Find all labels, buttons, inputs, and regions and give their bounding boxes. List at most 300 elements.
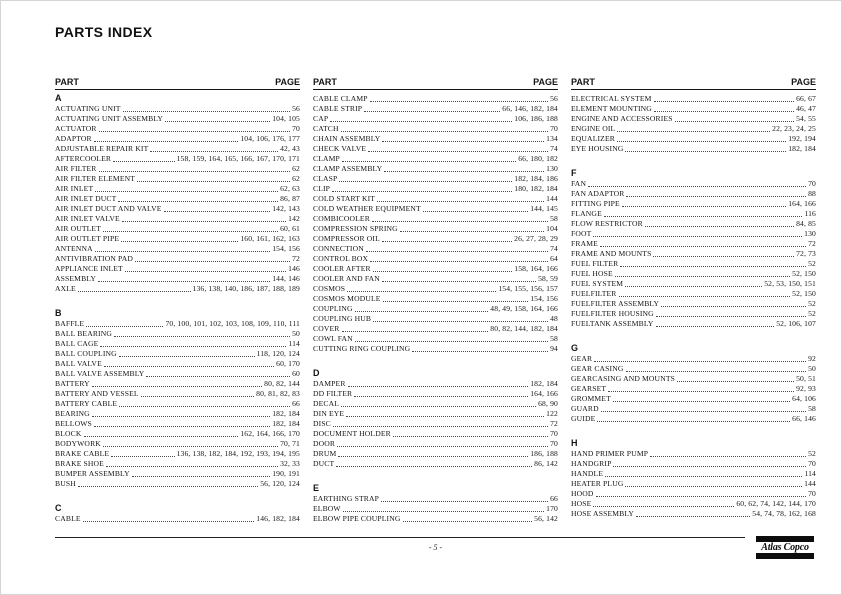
dot-leader [99, 171, 291, 172]
index-entry [55, 368, 300, 378]
index-entry [55, 243, 300, 253]
index-entry [313, 448, 558, 458]
part-name: ENGINE AND ACCESSORIES [571, 113, 673, 123]
part-name: GEARCASING AND MOUNTS [571, 373, 675, 383]
index-entry [55, 408, 300, 418]
dot-leader [650, 456, 806, 457]
dot-leader [412, 351, 548, 352]
part-name: COLD START KIT [313, 193, 376, 203]
index-entry [313, 263, 558, 273]
index-entry [571, 458, 816, 468]
letter-block [571, 343, 816, 423]
part-name: BLOCK [55, 428, 82, 438]
page-numbers: 72 [550, 418, 558, 428]
page-numbers: 74 [550, 143, 558, 153]
page-numbers: 114 [288, 338, 300, 348]
part-name: GEARSET [571, 383, 607, 393]
page-numbers: 130 [546, 163, 558, 173]
dot-leader [348, 386, 529, 387]
part-name: BATTERY CABLE [55, 398, 118, 408]
page-numbers: 48, 49, 158, 164, 166 [490, 303, 558, 313]
page-numbers: 92, 93 [796, 383, 816, 393]
page-numbers: 136, 138, 182, 184, 192, 193, 194, 195 [176, 448, 300, 458]
index-entry [313, 113, 558, 123]
dot-leader [617, 141, 786, 142]
part-name: AIR FILTER ELEMENT [55, 173, 136, 183]
page-numbers: 190, 191 [272, 468, 300, 478]
part-name: HOOD [571, 488, 594, 498]
letter-block [313, 368, 558, 468]
page-numbers: 118, 120, 124 [256, 348, 300, 358]
index-entry [313, 203, 558, 213]
dot-leader [613, 466, 806, 467]
page-numbers: 70, 71 [280, 438, 300, 448]
part-name: CAP [313, 113, 329, 123]
part-name: AIR OUTLET PIPE [55, 233, 120, 243]
page-numbers: 170 [546, 503, 558, 513]
section-letter: E [313, 483, 320, 493]
part-name: ASSEMBLY [55, 273, 96, 283]
part-name: CABLE [55, 513, 81, 523]
index-entry [55, 438, 300, 448]
index-entry [571, 198, 816, 208]
page-numbers: 56 [292, 103, 300, 113]
dot-leader [677, 381, 794, 382]
index-entry [313, 173, 558, 183]
dot-leader [135, 261, 290, 262]
dot-leader [656, 316, 806, 317]
page-numbers: 52, 150 [792, 288, 816, 298]
dot-leader [377, 201, 544, 202]
page-numbers: 114 [804, 468, 816, 478]
part-name: DOOR [313, 438, 336, 448]
page-numbers: 192, 194 [788, 133, 816, 143]
dot-leader [83, 521, 255, 522]
dot-leader [98, 281, 270, 282]
page-numbers: 182, 184, 186 [514, 173, 558, 183]
part-name: EYE HOUSING [571, 143, 624, 153]
part-name: HANDLE [571, 468, 604, 478]
index-entry [571, 238, 816, 248]
page-numbers: 66, 146, 182, 184 [502, 103, 558, 113]
dot-leader [400, 231, 544, 232]
index-entry [55, 328, 300, 338]
part-name: BATTERY [55, 378, 90, 388]
index-entry [55, 133, 300, 143]
page-numbers: 88 [808, 188, 816, 198]
page-numbers: 22, 23, 24, 25 [772, 123, 816, 133]
dot-leader [654, 101, 795, 102]
part-name: COUPLING [313, 303, 353, 313]
page-numbers: 70 [808, 178, 816, 188]
part-name: CLAMP [313, 153, 340, 163]
index-entry [571, 448, 816, 458]
page-numbers: 186, 188 [530, 448, 558, 458]
index-entry [571, 298, 816, 308]
part-name: FUELFILTER HOUSING [571, 308, 654, 318]
index-entry [571, 353, 816, 363]
index-entry [313, 163, 558, 173]
page-numbers: 182, 184 [788, 143, 816, 153]
letter-block [313, 93, 558, 353]
dot-leader [95, 191, 278, 192]
index-column [55, 78, 300, 523]
page-numbers: 52 [808, 258, 816, 268]
page-numbers: 64 [550, 253, 558, 263]
dot-leader [84, 436, 239, 437]
letter-block [55, 93, 300, 293]
page-numbers: 52 [808, 448, 816, 458]
index-entry [571, 228, 816, 238]
page-numbers: 66, 67 [796, 93, 816, 103]
dot-leader [146, 376, 290, 377]
part-name: ANTENNA [55, 243, 93, 253]
dot-leader [373, 321, 548, 322]
dot-leader [382, 281, 536, 282]
part-name: DRUM [313, 448, 337, 458]
index-entry [313, 213, 558, 223]
dot-leader [675, 121, 795, 122]
page-numbers: 48 [550, 313, 558, 323]
index-entry [313, 283, 558, 293]
index-entry [313, 333, 558, 343]
part-name: ELEMENT MOUNTING [571, 103, 652, 113]
index-entry [313, 193, 558, 203]
part-name: AIR INLET [55, 183, 94, 193]
section-letter: A [55, 93, 62, 103]
dot-leader [123, 111, 291, 112]
index-entry [313, 428, 558, 438]
index-entry [55, 113, 300, 123]
index-entry [313, 103, 558, 113]
dot-leader [615, 276, 790, 277]
part-name: BEARING [55, 408, 90, 418]
index-entry [571, 478, 816, 488]
dot-leader [601, 411, 806, 412]
dot-leader [339, 181, 512, 182]
index-entry [55, 103, 300, 113]
page-numbers: 66, 180, 182 [518, 153, 558, 163]
page-numbers: 72 [808, 238, 816, 248]
page-numbers: 104 [546, 223, 558, 233]
page-numbers: 130 [804, 228, 816, 238]
part-column-header: PART [313, 77, 337, 87]
part-name: CLAMP ASSEMBLY [313, 163, 383, 173]
part-name: FUEL FILTER [571, 258, 619, 268]
part-name: FUELFILTER ASSEMBLY [571, 298, 660, 308]
dot-leader [393, 436, 548, 437]
part-name: COSMOS [313, 283, 346, 293]
dot-leader [113, 161, 175, 162]
page-numbers: 144 [804, 478, 816, 488]
index-entry [55, 283, 300, 293]
page-numbers: 42, 43 [280, 143, 300, 153]
page-numbers: 142, 143 [272, 203, 300, 213]
page-numbers: 136, 138, 140, 186, 187, 188, 189 [192, 283, 300, 293]
part-name: FAN ADAPTOR [571, 188, 625, 198]
part-name: COLD WEATHER EQUIPMENT [313, 203, 421, 213]
part-name: HEATER PLUG [571, 478, 624, 488]
dot-leader [597, 421, 790, 422]
dot-leader [78, 291, 191, 292]
part-name: FOOT [571, 228, 592, 238]
index-entry [55, 318, 300, 328]
part-name: BATTERY AND VESSEL [55, 388, 139, 398]
page-numbers: 26, 27, 28, 29 [514, 233, 558, 243]
part-name: GUIDE [571, 413, 596, 423]
page-numbers: 60, 170 [276, 358, 300, 368]
dot-leader [370, 261, 548, 262]
page-numbers: 52, 53, 150, 151 [764, 278, 816, 288]
dot-leader [619, 296, 791, 297]
index-entry [313, 153, 558, 163]
part-name: ACTUATING UNIT ASSEMBLY [55, 113, 164, 123]
index-entry [571, 308, 816, 318]
dot-leader [626, 196, 806, 197]
dot-leader [604, 216, 803, 217]
part-name: COWL FAN [313, 333, 353, 343]
dot-leader [625, 286, 762, 287]
part-name: COVER [313, 323, 340, 333]
index-entry [55, 203, 300, 213]
page-numbers: 60 [292, 368, 300, 378]
page-numbers: 180, 182, 184 [514, 183, 558, 193]
column-header [313, 78, 558, 90]
dot-leader [403, 521, 533, 522]
page-numbers: 182, 184 [272, 418, 300, 428]
dot-leader [382, 141, 544, 142]
section-letter: H [571, 438, 578, 448]
dot-leader [370, 101, 548, 102]
index-entry [571, 103, 816, 113]
dot-leader [119, 356, 255, 357]
page-numbers: 106, 186, 188 [514, 113, 558, 123]
index-entry [55, 253, 300, 263]
index-entry [55, 193, 300, 203]
dot-leader [593, 506, 734, 507]
page-numbers: 54, 55 [796, 113, 816, 123]
letter-block [55, 308, 300, 488]
index-entry [313, 253, 558, 263]
page-numbers: 144, 145 [530, 203, 558, 213]
index-entry [313, 438, 558, 448]
dot-leader [625, 151, 786, 152]
page-numbers: 32, 33 [280, 458, 300, 468]
index-entry [313, 418, 558, 428]
page-numbers: 62, 63 [280, 183, 300, 193]
page-numbers: 72, 73 [796, 248, 816, 258]
page-numbers: 160, 161, 162, 163 [240, 233, 300, 243]
section-letter: G [571, 343, 579, 353]
index-entry [313, 513, 558, 523]
index-entry [55, 478, 300, 488]
page-numbers: 154, 156 [530, 293, 558, 303]
dot-leader [341, 406, 536, 407]
part-name: BALL VALVE [55, 358, 102, 368]
part-name: CUTTING RING COUPLING [313, 343, 411, 353]
page-numbers: 60, 61 [280, 223, 300, 233]
part-name: FUELTANK ASSEMBLY [571, 318, 654, 328]
index-entry [55, 358, 300, 368]
index-entry [313, 458, 558, 468]
index-entry [55, 233, 300, 243]
index-entry [55, 513, 300, 523]
index-entry [313, 388, 558, 398]
page-numbers: 182, 184 [272, 408, 300, 418]
index-entry [55, 183, 300, 193]
dot-leader [653, 256, 794, 257]
dot-leader [594, 361, 806, 362]
dot-leader [94, 426, 270, 427]
part-name: AIR INLET DUCT AND VALVE [55, 203, 162, 213]
index-entry [571, 363, 816, 373]
index-entry [571, 268, 816, 278]
part-column-header: PART [55, 77, 79, 87]
page-numbers: 116 [804, 208, 816, 218]
part-column-header: PART [571, 77, 595, 87]
part-name: CLASP [313, 173, 338, 183]
dot-leader [625, 486, 802, 487]
index-entry [55, 163, 300, 173]
dot-leader [384, 171, 544, 172]
index-entry [571, 278, 816, 288]
letter-block [571, 438, 816, 518]
index-entry [571, 488, 816, 498]
index-entry [571, 393, 816, 403]
dot-leader [341, 131, 548, 132]
page-numbers: 52 [808, 308, 816, 318]
index-entry [55, 378, 300, 388]
part-name: FLOW RESTRICTOR [571, 218, 643, 228]
dot-leader [593, 236, 802, 237]
part-name: DAMPER [313, 378, 346, 388]
index-entry [313, 133, 558, 143]
index-entry [313, 398, 558, 408]
part-name: ELBOW PIPE COUPLING [313, 513, 401, 523]
index-entry [571, 208, 816, 218]
index-entry [313, 408, 558, 418]
page-numbers: 122 [546, 408, 558, 418]
index-entry [313, 343, 558, 353]
letter-block [55, 503, 300, 523]
dot-leader [381, 501, 548, 502]
part-name: BUMPER ASSEMBLY [55, 468, 130, 478]
part-name: HANDGRIP [571, 458, 612, 468]
index-entry [571, 288, 816, 298]
page-numbers: 154, 155, 156, 157 [498, 283, 558, 293]
part-name: DISC [313, 418, 331, 428]
part-name: CONNECTION [313, 243, 364, 253]
part-name: COMPRESSION SPRING [313, 223, 398, 233]
dot-leader [121, 241, 238, 242]
logo-text: Atlas Copco [761, 542, 809, 553]
index-entry [55, 338, 300, 348]
index-entry [571, 188, 816, 198]
page-numbers: 74 [550, 243, 558, 253]
page-numbers: 50, 51 [796, 373, 816, 383]
dot-leader [92, 386, 262, 387]
dot-leader [94, 141, 239, 142]
page-numbers: 70 [550, 123, 558, 133]
page-numbers: 70 [550, 428, 558, 438]
index-entry [571, 373, 816, 383]
part-name: HOSE [571, 498, 592, 508]
index-entry [571, 468, 816, 478]
part-name: ACTUATOR [55, 123, 97, 133]
page-numbers: 70 [550, 438, 558, 448]
index-entry [55, 458, 300, 468]
index-entry [55, 428, 300, 438]
page-numbers: 62 [292, 163, 300, 173]
page-numbers: 60, 62, 74, 142, 144, 170 [736, 498, 816, 508]
dot-leader [355, 341, 548, 342]
dot-leader [342, 331, 489, 332]
part-name: GEAR CASING [571, 363, 624, 373]
page-numbers: 70, 100, 101, 102, 103, 108, 109, 110, 111 [165, 318, 300, 328]
letter-block [571, 168, 816, 328]
page-numbers: 86, 87 [280, 193, 300, 203]
dot-leader [103, 231, 278, 232]
index-entry [313, 313, 558, 323]
dot-leader [132, 476, 271, 477]
part-name: ADAPTOR [55, 133, 92, 143]
page-numbers: 58 [550, 333, 558, 343]
part-name: FUEL SYSTEM [571, 278, 624, 288]
dot-leader [364, 111, 500, 112]
part-name: AIR FILTER [55, 163, 97, 173]
page-numbers: 80, 81, 82, 83 [256, 388, 300, 398]
index-entry [571, 248, 816, 258]
page-numbers: 80, 82, 144 [264, 378, 300, 388]
letter-block [313, 483, 558, 523]
dot-leader [164, 211, 271, 212]
part-name: BAFFLE [55, 318, 85, 328]
page-numbers: 144, 146 [272, 273, 300, 283]
dot-leader [337, 446, 548, 447]
page-numbers: 64, 106 [792, 393, 816, 403]
dot-leader [150, 151, 278, 152]
index-entry [55, 398, 300, 408]
dot-leader [347, 291, 496, 292]
dot-leader [95, 251, 270, 252]
index-entry [571, 508, 816, 518]
page-numbers: 66 [292, 398, 300, 408]
index-entry [571, 123, 816, 133]
part-name: DD FILTER [313, 388, 353, 398]
index-entry [55, 468, 300, 478]
index-entry [55, 348, 300, 358]
page-numbers: 158, 164, 166 [514, 263, 558, 273]
page-numbers: 164, 166 [530, 388, 558, 398]
part-name: COMPRESSOR OIL [313, 233, 380, 243]
part-name: ACTUATING UNIT [55, 103, 121, 113]
index-entry [55, 418, 300, 428]
dot-leader [600, 246, 806, 247]
part-name: CABLE CLAMP [313, 93, 368, 103]
part-name: BALL COUPLING [55, 348, 117, 358]
part-name: BRAKE SHOE [55, 458, 104, 468]
index-entry [55, 213, 300, 223]
index-column [571, 78, 816, 523]
index-entry [313, 223, 558, 233]
page-numbers: 104, 106, 176, 177 [240, 133, 300, 143]
page-numbers: 50 [292, 328, 300, 338]
dot-leader [608, 391, 794, 392]
index-entry [313, 378, 558, 388]
index-entry [313, 503, 558, 513]
dot-leader [656, 326, 775, 327]
page-numbers: 142 [288, 213, 300, 223]
